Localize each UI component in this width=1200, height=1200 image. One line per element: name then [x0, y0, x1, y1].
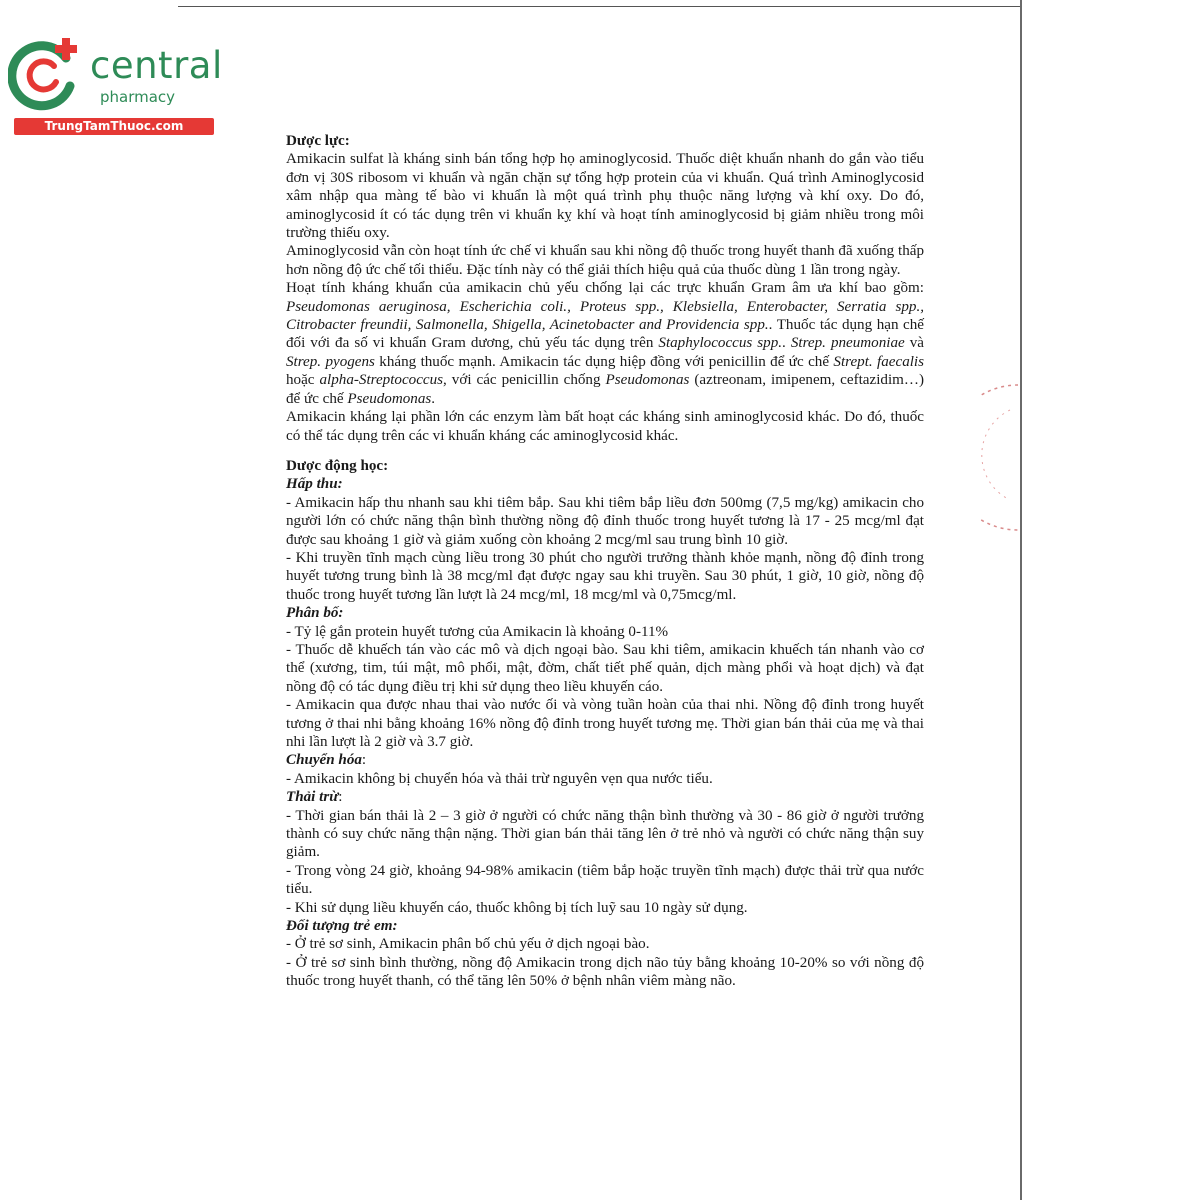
list-item: - Thời gian bán thải là 2 – 3 giờ ở người có chức năng thận bình thường và 30 - 86 giờ ở người trưởng thành có suy chức năng thận nặng. Thời gian bán thải tăng lên ở trẻ nhỏ và người có chức năng thận suy giảm. — [286, 807, 924, 861]
subheading-hap-thu: Hấp thu: — [286, 476, 343, 493]
paragraph: Amikacin sulfat là kháng sinh bán tổng hợp họ aminoglycosid. Thuốc diệt khuẩn nhanh do gắn vào tiểu đơn vị 30S ribosom vi khuẩn và ngăn chặn sự tổng hợp protein của vi khuẩn. Quá trình Aminoglycosid xâm nhập qua màng tế bào vi khuẩn là một quá trình phụ thuộc năng lượng và khí oxy. Do đó, aminoglycosid ít có tác dụng trên vi khuẩn kỵ khí và hoạt tính aminoglycosid bị giảm nhiều trong môi trường thiếu oxy. — [286, 151, 924, 242]
list-item: - Tỷ lệ gắn protein huyết tương của Amikacin là khoảng 0-11% — [286, 623, 669, 640]
subheading-chuyen-hoa: Chuyển hóa: — [286, 752, 367, 769]
paragraph-antibacterial-spectrum: Hoạt tính kháng khuẩn của amikacin chủ yếu chống lại các trực khuẩn Gram âm ưa khí bao gồm: Pseudomonas aeruginosa, Escherichia coli., Proteus spp., Klebsiella, Enterobacter, Serratia spp., Citrobacter freundii, Salmonella, Shigella, Acinetobacter and Providencia spp.. Thuốc tác dụng hạn chế đối với đa số vi khuẩn Gram dương, chủ yếu tác dụng trên Staphylococcus spp.. Strep. pneumoniae và Strep. pyogens kháng thuốc mạnh. Amikacin tác dụng hiệp đồng với penicillin để ức chế Strept. faecalis hoặc alpha-Streptococcus, với các penicillin chống Pseudomonas (aztreonam, imipenem, ceftazidim…) để ức chế Pseudomonas. — [286, 280, 924, 407]
list-item: - Amikacin không bị chuyển hóa và thải trừ nguyên vẹn qua nước tiểu. — [286, 770, 713, 787]
list-item: - Ở trẻ sơ sinh, Amikacin phân bố chủ yếu ở dịch ngoại bào. — [286, 936, 650, 953]
paragraph: Amikacin kháng lại phần lớn các enzym làm bất hoạt các kháng sinh aminoglycosid khác. Do đó, thuốc có thể tác dụng trên các vi khuẩn kháng các aminoglycosid khác. — [286, 409, 924, 444]
scan-edge-top — [178, 6, 1022, 7]
scan-edge-right — [1020, 0, 1022, 1200]
list-item: - Amikacin qua được nhau thai vào nước ối và vòng tuần hoàn của thai nhi. Nồng độ đỉnh trong huyết tương ở thai nhi bằng khoảng 16% nồng độ đỉnh trong huyết tương mẹ. Thời gian bán thải của mẹ và thai nhi lần lượt là 2 giờ và 3.7 giờ. — [286, 697, 924, 750]
list-item: - Thuốc dễ khuếch tán vào các mô và dịch ngoại bào. Sau khi tiêm, amikacin khuếch tán nhanh vào cơ thể (xương, tim, túi mật, mô phổi, mật, đờm, chất tiết phế quản, dịch màng phổi và hoạt dịch) và đạt nồng độ có tác dụng điều trị khi sử dụng theo liều khuyến cáo. — [286, 641, 924, 695]
heading-duoc-dong-hoc: Dược động học: — [286, 457, 389, 474]
logo-url-banner: TrungTamThuoc.com — [14, 118, 214, 135]
list-item: - Khi truyền tĩnh mạch cùng liều trong 30 phút cho người trưởng thành khỏe mạnh, nồng độ đỉnh trong huyết tương trung bình là 38 mcg/ml đạt được ngay sau khi truyền. Sau 30 phút, 1 giờ, 10 giờ, nồng độ thuốc trong huyết tương lần lượt là 24 mcg/ml, 18 mcg/ml và 0,75mcg/ml. — [286, 549, 924, 603]
list-item: - Trong vòng 24 giờ, khoảng 94-98% amikacin (tiêm bắp hoặc truyền tĩnh mạch) được thải trừ qua nước tiểu. — [286, 862, 924, 898]
logo-brand-name: central — [90, 44, 223, 87]
subheading-doi-tuong-tre-em: Đối tượng trẻ em: — [286, 918, 398, 935]
heading-duoc-luc: Dược lực: — [286, 133, 350, 149]
subheading-thai-tru: Thải trừ: — [286, 789, 343, 806]
list-item: - Khi sử dụng liều khuyến cáo, thuốc không bị tích luỹ sau 10 ngày sử dụng. — [286, 899, 748, 916]
document-body — [286, 132, 924, 991]
red-stamp-mark — [980, 380, 1020, 540]
logo-subtitle: pharmacy — [100, 88, 176, 106]
pharmacy-cross-logo-icon — [8, 36, 90, 116]
list-item: - Ở trẻ sơ sinh bình thường, nồng độ Amikacin trong dịch não tủy bằng khoảng 10-20% so với nồng độ thuốc trong huyết thanh, có thể tăng lên 50% ở bệnh nhân viêm màng não. — [286, 954, 924, 990]
brand-logo[interactable] — [8, 36, 223, 136]
paragraph: Aminoglycosid vẫn còn hoạt tính ức chế vi khuẩn sau khi nồng độ thuốc trong huyết thanh đã xuống thấp hơn nồng độ ức chế tối thiểu. Đặc tính này có thể giải thích hiệu quả của thuốc dùng 1 lần trong ngày. — [286, 243, 924, 278]
list-item: - Amikacin hấp thu nhanh sau khi tiêm bắp. Sau khi tiêm bắp liều đơn 500mg (7,5 mg/kg) amikacin cho người lớn có chức năng thận bình thường nồng độ đỉnh thuốc trong huyết tương là 17 - 25 mcg/ml đạt được sau khoảng 1 giờ và giảm xuống còn khoảng 2 mcg/ml sau trung bình 10 giờ. — [286, 494, 924, 548]
subheading-phan-bo: Phân bố: — [286, 605, 344, 622]
